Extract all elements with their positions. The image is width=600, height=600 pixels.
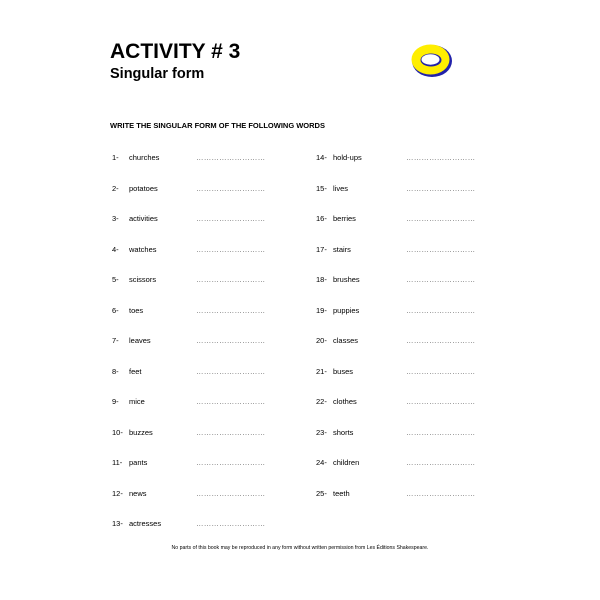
answer-blank[interactable]: ……………………… [406,366,476,376]
answer-blank[interactable]: ……………………… [196,397,266,406]
list-item [316,274,496,286]
list-item [112,366,286,378]
item-word: children [333,458,360,467]
item-word: toes [129,305,144,315]
answer-blank[interactable]: ……………………… [406,336,476,345]
item-number: 5- [112,275,119,284]
list-item [316,488,496,500]
list-item [112,396,286,408]
answer-blank[interactable]: ……………………… [406,244,476,254]
item-word: buzzes [129,427,153,437]
answer-blank[interactable]: ……………………… [196,519,266,528]
page-title: ACTIVITY # 3 [110,40,241,63]
answer-blank[interactable]: ……………………… [196,244,266,254]
item-number: 14- [316,153,327,162]
item-word: hold-ups [333,153,362,162]
item-word: actresses [129,519,162,528]
item-number: 22- [316,397,327,406]
item-number: 2- [112,183,119,193]
answer-blank[interactable]: ……………………… [406,427,476,437]
answer-blank[interactable]: ……………………… [406,458,476,467]
item-number: 7- [112,336,119,345]
answer-blank[interactable]: ……………………… [406,488,476,498]
item-word: shorts [333,427,354,437]
list-item [112,488,286,500]
list-item [316,396,496,408]
list-item [316,244,496,256]
list-item [112,274,286,286]
item-word: brushes [333,275,360,284]
page-subtitle: Singular form [110,66,205,82]
item-number: 9- [112,397,119,406]
item-number: 13- [112,519,123,528]
answer-blank[interactable]: ……………………… [196,427,266,437]
item-word: buses [333,366,354,376]
item-word: activities [129,214,158,223]
item-word: mice [129,397,145,406]
item-number: 1- [112,153,119,162]
item-number: 6- [112,305,119,315]
list-item [112,335,286,347]
answer-blank[interactable]: ……………………… [406,214,476,223]
answer-blank[interactable]: ……………………… [196,366,266,376]
list-item [316,335,496,347]
item-word: berries [333,214,356,223]
answer-blank[interactable]: ……………………… [406,183,476,193]
item-number: 11- [112,458,123,467]
item-number: 4- [112,244,119,254]
answer-blank[interactable]: ……………………… [406,153,476,162]
item-word: leaves [129,336,151,345]
item-number: 20- [316,336,327,345]
list-item [112,152,286,164]
answer-blank[interactable]: ……………………… [196,458,266,467]
item-number: 24- [316,458,327,467]
item-number: 3- [112,214,119,223]
yellow-ring-logo-icon [408,40,454,80]
answer-blank[interactable]: ……………………… [196,275,266,284]
item-number: 19- [316,305,327,315]
item-word: puppies [333,305,360,315]
answer-blank[interactable]: ……………………… [406,397,476,406]
item-word: churches [129,153,160,162]
list-item [112,183,286,195]
instruction-text: WRITE THE SINGULAR FORM OF THE FOLLOWING WORDS [110,121,325,130]
item-word: feet [129,366,142,376]
item-number: 23- [316,427,327,437]
answer-blank[interactable]: ……………………… [196,153,266,162]
answer-blank[interactable]: ……………………… [196,336,266,345]
item-word: scissors [129,275,157,284]
item-number: 15- [316,183,327,193]
list-item [316,183,496,195]
item-word: stairs [333,244,351,254]
item-word: pants [129,458,148,467]
item-number: 25- [316,488,327,498]
item-number: 10- [112,427,123,437]
list-item [112,427,286,439]
list-item [112,244,286,256]
list-item [112,305,286,317]
item-word: classes [333,336,359,345]
item-word: watches [129,244,157,254]
item-number: 18- [316,275,327,284]
item-word: lives [333,183,349,193]
list-item [316,457,496,469]
item-number: 12- [112,488,123,498]
answer-blank[interactable]: ……………………… [406,305,476,315]
item-word: clothes [333,397,357,406]
item-number: 17- [316,244,327,254]
answer-blank[interactable]: ……………………… [196,183,266,193]
list-item [316,366,496,378]
list-item [316,305,496,317]
list-item [316,213,496,225]
item-word: news [129,488,147,498]
copyright-notice: No parts of this book may be reproduced in any form without written permission from Les Éditions Shakespeare. [171,545,429,551]
list-item [112,457,286,469]
answer-blank[interactable]: ……………………… [196,214,266,223]
item-number: 16- [316,214,327,223]
item-number: 8- [112,366,119,376]
answer-blank[interactable]: ……………………… [196,305,266,315]
answer-blank[interactable]: ……………………… [196,488,266,498]
list-item [316,152,496,164]
list-item [112,518,286,530]
item-number: 21- [316,366,327,376]
item-word: teeth [333,488,350,498]
list-item [112,213,286,225]
item-word: potatoes [129,183,158,193]
answer-blank[interactable]: ……………………… [406,275,476,284]
list-item [316,427,496,439]
